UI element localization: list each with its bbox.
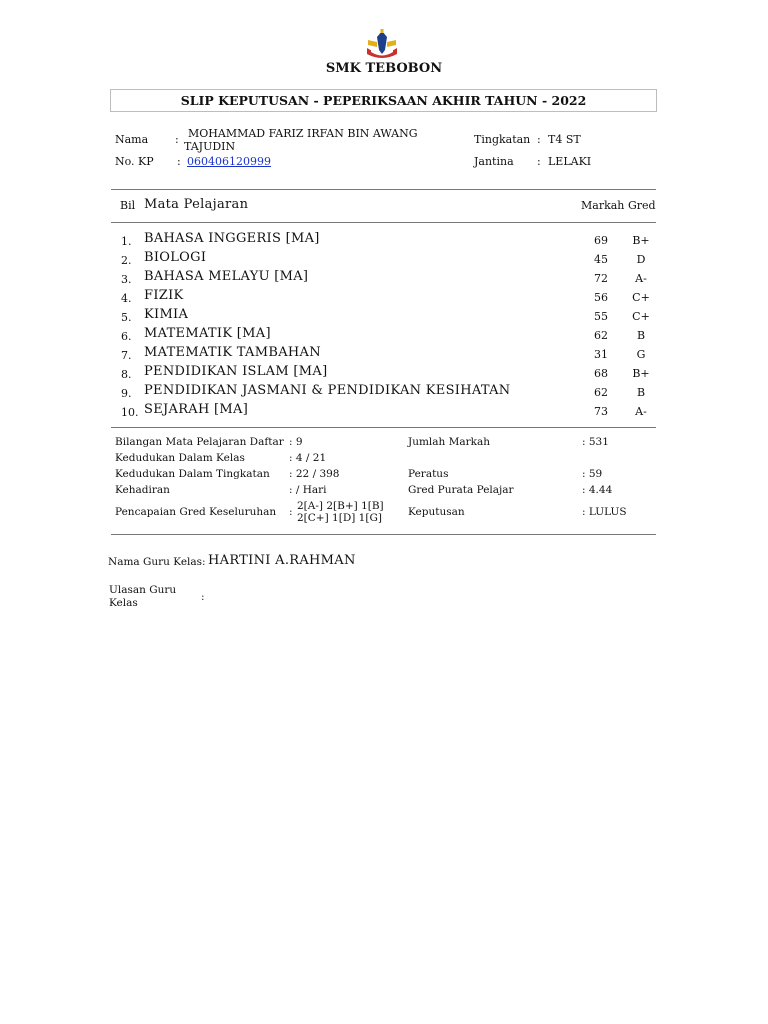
row-mark: 55 xyxy=(594,310,608,323)
row-mark: 62 xyxy=(594,386,608,399)
header-gred: Gred xyxy=(628,199,656,212)
row-grade: B xyxy=(636,386,646,399)
tingkatan-colon: : xyxy=(537,133,541,146)
summary-bottom-divider xyxy=(111,534,656,535)
row-mark: 62 xyxy=(594,329,608,342)
pencapaian-label: Pencapaian Gred Keseluruhan xyxy=(115,506,277,518)
row-grade: G xyxy=(636,348,646,361)
tingkatan-value: T4 ST xyxy=(548,133,581,146)
table-row xyxy=(0,383,768,402)
slip-title xyxy=(110,89,657,112)
row-mark: 69 xyxy=(594,234,608,247)
kp-number-link[interactable]: 060406120999 xyxy=(187,155,271,168)
teacher-name: HARTINI A.RAHMAN xyxy=(208,553,356,568)
table-row xyxy=(0,402,768,421)
row-grade: B+ xyxy=(632,367,650,380)
row-subject: MATEMATIK TAMBAHAN xyxy=(144,345,321,360)
row-subject: PENDIDIKAN JASMANI & PENDIDIKAN KESIHATAN xyxy=(144,383,511,398)
table-row xyxy=(0,307,768,326)
table-row xyxy=(0,269,768,288)
row-grade: A- xyxy=(635,272,647,285)
row-number: 8. xyxy=(121,368,132,381)
row-number: 4. xyxy=(121,292,132,305)
table-row xyxy=(0,364,768,383)
bilangan-value: : 9 xyxy=(289,436,303,448)
pencapaian-line1: 2[A-] 2[B+] 1[B] xyxy=(297,500,384,512)
row-number: 7. xyxy=(121,349,132,362)
keputusan-value: : LULUS xyxy=(582,506,627,518)
row-subject: BAHASA INGGERIS [MA] xyxy=(144,231,320,246)
tingkatan-rank-label: Kedudukan Dalam Tingkatan xyxy=(115,468,270,480)
pencapaian-line2: 2[C+] 1[D] 1[G] xyxy=(297,512,382,524)
jantina-value: LELAKI xyxy=(548,155,592,168)
student-name-line1: MOHAMMAD FARIZ IRFAN BIN AWANG xyxy=(188,127,418,140)
slip-title-text: SLIP KEPUTUSAN - PEPERIKSAAN AKHIR TAHUN - 2022 xyxy=(180,93,587,108)
kelas-label: Kedudukan Dalam Kelas xyxy=(115,452,245,464)
tingkatan-rank-value: : 22 / 398 xyxy=(289,468,340,480)
kehadiran-value: : / Hari xyxy=(289,484,327,496)
jantina-label: Jantina xyxy=(474,155,514,168)
pencapaian-colon: : xyxy=(289,506,293,518)
row-subject: KIMIA xyxy=(144,307,189,322)
table-header-divider xyxy=(111,222,656,223)
row-mark: 72 xyxy=(594,272,608,285)
row-number: 3. xyxy=(121,273,132,286)
kp-colon: : xyxy=(177,155,181,168)
header-markah: Markah xyxy=(581,199,625,212)
tingkatan-label: Tingkatan xyxy=(474,133,531,146)
keputusan-label: Keputusan xyxy=(408,506,465,518)
table-row xyxy=(0,326,768,345)
row-subject: PENDIDIKAN ISLAM [MA] xyxy=(144,364,328,379)
row-mark: 45 xyxy=(594,253,608,266)
row-number: 2. xyxy=(121,254,132,267)
ulasan-label-line1: Ulasan Guru xyxy=(109,584,177,596)
gred-purata-value: : 4.44 xyxy=(582,484,613,496)
row-grade: C+ xyxy=(632,310,650,323)
row-mark: 73 xyxy=(594,405,608,418)
table-top-divider xyxy=(111,189,656,190)
kp-label: No. KP xyxy=(115,155,154,168)
school-name: SMK TEBOBON xyxy=(325,61,443,76)
row-number: 5. xyxy=(121,311,132,324)
ulasan-label-line2: Kelas xyxy=(109,597,138,609)
row-subject: BAHASA MELAYU [MA] xyxy=(144,269,309,284)
row-number: 9. xyxy=(121,387,132,400)
table-row xyxy=(0,231,768,250)
table-row xyxy=(0,345,768,364)
student-name-line2: TAJUDIN xyxy=(184,140,236,153)
kelas-value: : 4 / 21 xyxy=(289,452,327,464)
row-subject: FIZIK xyxy=(144,288,184,303)
peratus-label: Peratus xyxy=(408,468,449,480)
row-mark: 56 xyxy=(594,291,608,304)
row-number: 1. xyxy=(121,235,132,248)
row-grade: C+ xyxy=(632,291,650,304)
kehadiran-label: Kehadiran xyxy=(115,484,170,496)
table-row xyxy=(0,288,768,307)
jumlah-value: : 531 xyxy=(582,436,609,448)
school-crest-icon xyxy=(364,28,400,62)
name-label: Nama xyxy=(115,133,149,146)
row-grade: A- xyxy=(635,405,647,418)
jantina-colon: : xyxy=(537,155,541,168)
peratus-value: : 59 xyxy=(582,468,603,480)
name-colon: : xyxy=(175,133,179,146)
teacher-label: Nama Guru Kelas: xyxy=(108,556,206,568)
row-number: 6. xyxy=(121,330,132,343)
row-mark: 31 xyxy=(594,348,608,361)
table-row xyxy=(0,250,768,269)
row-grade: B+ xyxy=(632,234,650,247)
header-subject: Mata Pelajaran xyxy=(144,197,249,212)
row-grade: B xyxy=(636,329,646,342)
row-subject: BIOLOGI xyxy=(144,250,207,265)
table-bottom-divider xyxy=(111,427,656,428)
ulasan-colon: : xyxy=(201,591,205,603)
header-bil: Bil xyxy=(120,199,136,212)
gred-purata-label: Gred Purata Pelajar xyxy=(408,484,514,496)
row-mark: 68 xyxy=(594,367,608,380)
jumlah-label: Jumlah Markah xyxy=(408,436,491,448)
row-subject: MATEMATIK [MA] xyxy=(144,326,271,341)
row-number: 10. xyxy=(121,406,139,419)
bilangan-label: Bilangan Mata Pelajaran Daftar xyxy=(115,436,284,448)
row-grade: D xyxy=(636,253,646,266)
row-subject: SEJARAH [MA] xyxy=(144,402,249,417)
